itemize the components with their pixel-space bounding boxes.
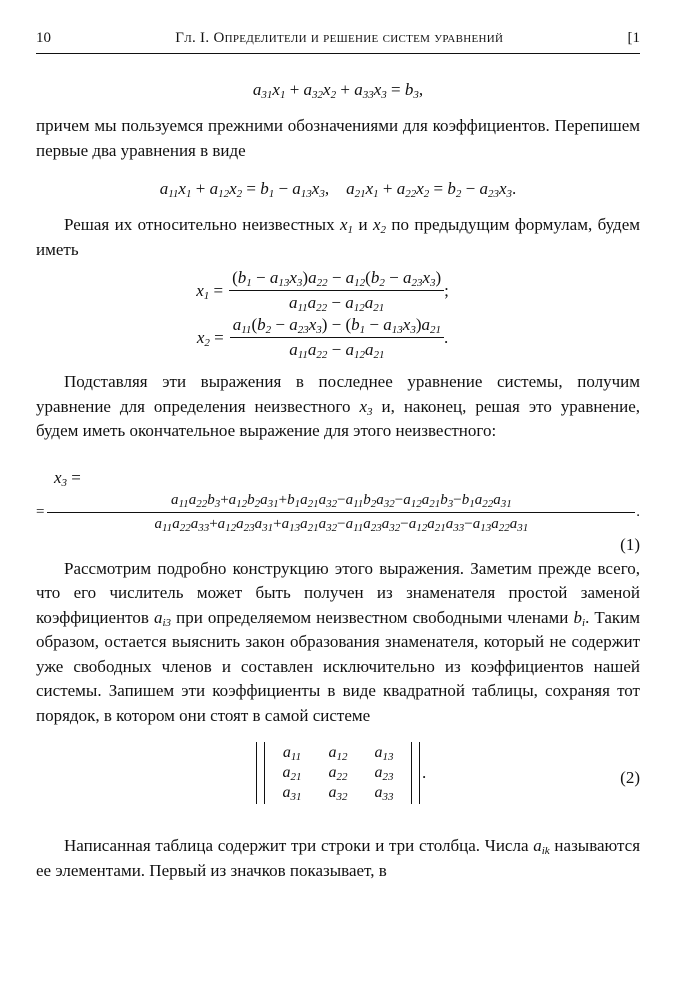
equation-third-row: $a_{31}x_1 + a_{32}x_2 + a_{33}x_3 = b_3$,: [252, 80, 424, 101]
equation-x3: = $\frac{a_{11}a_{22}b_3+a_{12}b_2a_{31}+b_1a_{21}a_{32}-a_{11}b_2a_{32}-a_{12}a_{21}b_3-b_1a_{22}a_{31}}{a_{11}a_{22}a_{33}+a_{12}a_{23}a_{31}+a_{13}a_{21}a_{32}-a_{11}a_{23}a_{32}-a_{12}a_{21}a_{33}-a_{13}a_{22}a_{31}}$ .: [36, 491, 640, 534]
book-page: [36, 22, 640, 883]
paragraph-1: причем мы пользуемся прежними обозначениями для коэффициентов. Перепишем первые два уравнения в виде: [36, 116, 640, 160]
paragraph-2: Решая их относительно неизвестных $x_1$ и $x_2$ по предыдущим формулам, будем иметь: [36, 215, 640, 259]
equation-x1: $x_1$ = $\frac{(b_1 - a_{13}x_3)a_{22} - a_{12}(b_2 - a_{23}x_3)}{a_{11}a_{22} - a_{12}a_{21}}$ ;: [196, 268, 449, 314]
equation-x2: $x_2$ = $\frac{a_{11}(b_2 - a_{23}x_3) - (b_1 - a_{13}x_3)a_{21}}{a_{11}a_{22} - a_{12}a_{21}}$ .: [196, 315, 449, 361]
paragraph-4: Рассмотрим подробно конструкцию этого выражения. Заметим прежде всего, что его числитель может быть получен из знаменателя простой заменой коэффициентов $a_{i3}$ при определяемом неизвестном свободными членами $b_i$. Таким образом, остается выяснить закон образования знаменателя, который не содержит уже свободных членов и составлен исключительно из коэффициентов нашей системы. Запишем эти коэффициенты в виде квадратной таблицы, сохраняя тот порядок, в котором они стоят в самой системе: [36, 558, 641, 725]
running-header: [36, 22, 640, 54]
page-number: 10: [36, 30, 51, 46]
equation-x3-lhs: $x_3$ =: [54, 467, 81, 489]
section-mark: [1: [627, 30, 640, 46]
paragraph-3: Подставляя эти выражения в последнее уравнение системы, получим уравнение для определения неизвестного $x_3$ и, наконец, решая это уравнение, будем иметь окончательное выражение для этого неизвестного:: [36, 372, 641, 440]
equation-2-label: (2): [620, 768, 640, 787]
chapter-title: Гл. I. Определители и решение систем уравнений: [175, 30, 504, 46]
paragraph-5: Написанная таблица содержит три строки и три столбца. Числа $a_{ik}$ называются ее элементами. Первый из значков показывает, в: [36, 836, 641, 880]
equation-1-label-row: [36, 535, 640, 559]
matrix: $a_{11}$ $a_{12}$ $a_{13}$ $a_{21}$ $a_{22}$ $a_{23}$ $a_{31}$ $a_{32}$ $a_{33}$: [256, 742, 420, 804]
equation-1-label: (1): [620, 534, 640, 554]
equation-rewritten: $a_{11}x_1 + a_{12}x_2 = b_1 - a_{13}x_3$, $a_{21}x_1 + a_{22}x_2 = b_2 - a_{23}x_3$.: [159, 179, 517, 200]
coefficient-table: $a_{11}$ $a_{12}$ $a_{13}$ $a_{21}$ $a_{22}$ $a_{23}$ $a_{31}$ $a_{32}$ $a_{33}$ . (2): [36, 742, 640, 818]
